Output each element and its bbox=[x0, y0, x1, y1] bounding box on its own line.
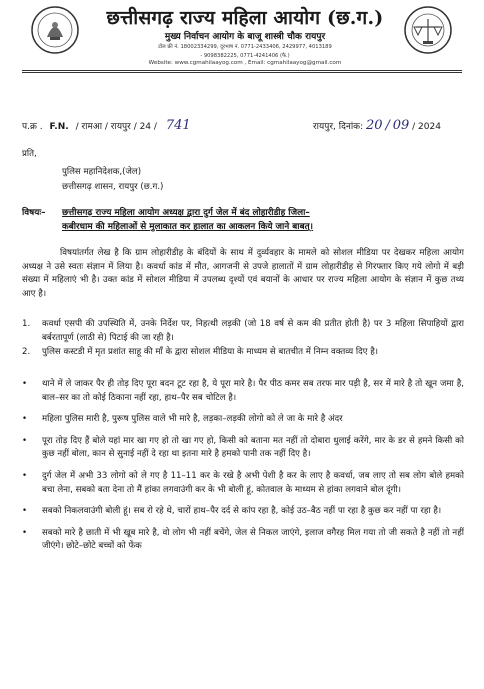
letterhead-address: मुख्य निर्वाचन आयोग के बाजू शास्त्री चौक रायपुर bbox=[164, 32, 326, 42]
letterhead-website-email: Website: www.cgmahilaayog.com , Email: cgmahilaayog@gmail.com bbox=[148, 60, 342, 66]
letterhead-contact-phones: टोल फ्री नं. 18002334299, दूरभाष नं. 0771-2433406, 2429977, 4013189 bbox=[158, 44, 332, 50]
item-number: 2. bbox=[22, 347, 31, 358]
reference-path: / रामआ / रायपुर / 24 / bbox=[75, 122, 157, 132]
reference-prefix: प.क्र . bbox=[22, 122, 43, 132]
bullet-item bbox=[22, 505, 464, 519]
recipient-prati: प्रति, bbox=[22, 149, 37, 159]
reference-fn: F.N. bbox=[49, 122, 69, 132]
reference-handwritten-number: 741 bbox=[165, 118, 191, 133]
item-text: कवर्धा एसपी की उपस्थिति में, उनके निर्देश पर, निहत्थी लड़की (जो 18 वर्ष से कम की प्रतीत होती है) पर 3 महिला सिपाहियों द्वारा बर्बरतापूर्ण (लाठी से) पिटाई की जा रही है। bbox=[42, 319, 464, 343]
letterhead-divider bbox=[22, 70, 462, 71]
subject-block bbox=[22, 206, 464, 234]
bullet-text: महिला पुलिस मारी है, पुरूष पुलिस वाले भी मारे है, लड़का–लड़की लोगो को ले जा के मारे है अंदर bbox=[42, 414, 343, 425]
place-date: रायपुर, दिनांक: 20 / 09 / 2024 bbox=[313, 118, 441, 133]
bullet-text: दुर्ग जेल में अभी 33 लोगो को ले गए है 11–11 कर के रखे है अभी पेशी है कर के लाए है कवर्धा, जब लाए तो सब लोग बोले हमको बचा लेना, सबको बता देना तो मैं हांका लगवाउंगी कर के भी बोली हूं, कोतवाल के माध्यम से हांका लगवाने बोल दूंगी। bbox=[42, 470, 464, 495]
bullet-text: पूरा तोड़ दिए हैं बोले यहां मार खा गए हो तो खा गए हो, किसी को बताना मत नहीं तो दोबारा धुलाई करेंगे, मार के डर से हमने किसी को कुछ नहीं बोला, कान से सुनाई नहीं दे रहा था इतना मारे है हमको पानी तक नहीं दिए है। bbox=[42, 435, 464, 460]
letterhead-contact-mobile: - 9098382225, 0771-4241406 (फै.) bbox=[200, 53, 290, 59]
subject-line1: छत्तीसगढ़ राज्य महिला आयोग अध्यक्ष द्वारा दुर्ग जेल में बंद लोहारीडीह जिला– bbox=[62, 208, 310, 218]
bullet-symbol: • bbox=[22, 379, 28, 389]
reference-number bbox=[22, 118, 191, 133]
place-date-label: रायपुर, दिनांक: bbox=[313, 122, 364, 132]
letterhead-title: छत्तीसगढ़ राज्य महिला आयोग (छ.ग.) bbox=[106, 7, 384, 29]
intro-paragraph: विषयांतर्गत लेख है कि ग्राम लोहारीडीह के बंदियों के साथ में दुर्व्यवहार के मामले को सोशल मीडिया पर देखकर महिला आयोग अध्यक्ष ने उसे स्वतः संज्ञान में लिया है। कवर्धा कांड में मौत, आगजनी से उपजे हालातों में ग्राम लोहारीडीह से गिरफ्तार किए गये लोगो में बड़ी संख्या में महिलाएं भी है। उक्त कांड में सोशल मीडिया में उपलब्ध दृश्यों एवं बयानों के आधार पर राज्य महिला आयोग के संज्ञान में कुछ तथ्य आए है। bbox=[22, 248, 464, 299]
numbered-item bbox=[22, 346, 464, 360]
bullet-symbol: • bbox=[22, 435, 28, 446]
bullet-text: सबको निकलवाउंगी बोली हूं। सब रो रहे थे, चारों हाथ–पैर दर्द से कांप रहा है, कोई उठ–बैठ नहीं पा रहा है कुछ कर नहीं पा रहा है। bbox=[42, 506, 442, 517]
numbered-item bbox=[22, 318, 464, 345]
recipient-line1: पुलिस महानिदेशक,(जेल) bbox=[62, 167, 142, 177]
numbered-list bbox=[22, 318, 464, 360]
letterhead-divider-thin bbox=[22, 72, 462, 73]
state-emblem-seal bbox=[30, 5, 80, 55]
bullet-item bbox=[22, 435, 464, 462]
bullet-item bbox=[22, 470, 464, 497]
date-year: / 2024 bbox=[412, 122, 441, 132]
bullet-item bbox=[22, 413, 464, 427]
item-number: 1. bbox=[22, 319, 31, 329]
commission-logo-seal bbox=[400, 5, 456, 55]
item-text: पुलिस कस्टडी में मृत प्रशांत साहू की माँ के द्वारा सोशल मीडिया के माध्यम से बातचीत में निम्न वक्तव्य दिए है। bbox=[42, 347, 379, 358]
bullet-text: सबको मारे है छाती में भी खूब मारे है, वो लोग भी नहीं बचेंगे, जेल से निकल जाएंगे, इलाज वगैरह मिल गया तो जी सकते है नहीं तो नहीं जीएंगे। छोटे–छोटे बच्चों को फेंक bbox=[42, 527, 464, 552]
bullet-item bbox=[22, 527, 464, 554]
bullet-symbol: • bbox=[22, 527, 28, 538]
subject-line2: कबीरधाम की महिलाओं से मुलाकात कर हालात का आकलन किये जाने बाबत्। bbox=[62, 222, 313, 232]
bullet-symbol: • bbox=[22, 414, 28, 425]
bullet-symbol: • bbox=[22, 506, 28, 517]
bullet-text: थाने में ले जाकर पैर ही तोड़ दिए पूरा बदन टूट रहा है, ये पूरा मारे है। पैर पीठ कमर सब तरफ मार पड़ी है, सर में मारे है तो खून जमा है, बाल–सर का तो कोई ठिकाना नहीं रहा, हाथ–पैर सब चोटिल है। bbox=[42, 379, 464, 403]
bullet-item bbox=[22, 378, 464, 405]
subject-label: विषयः– bbox=[22, 208, 46, 218]
date-day: 20 bbox=[366, 118, 383, 133]
bullet-symbol: • bbox=[22, 470, 28, 481]
recipient-line2: छत्तीसगढ़ शासन, रायपुर (छ.ग.) bbox=[62, 182, 164, 192]
bullet-list bbox=[22, 378, 464, 554]
date-month: 09 bbox=[392, 118, 410, 133]
